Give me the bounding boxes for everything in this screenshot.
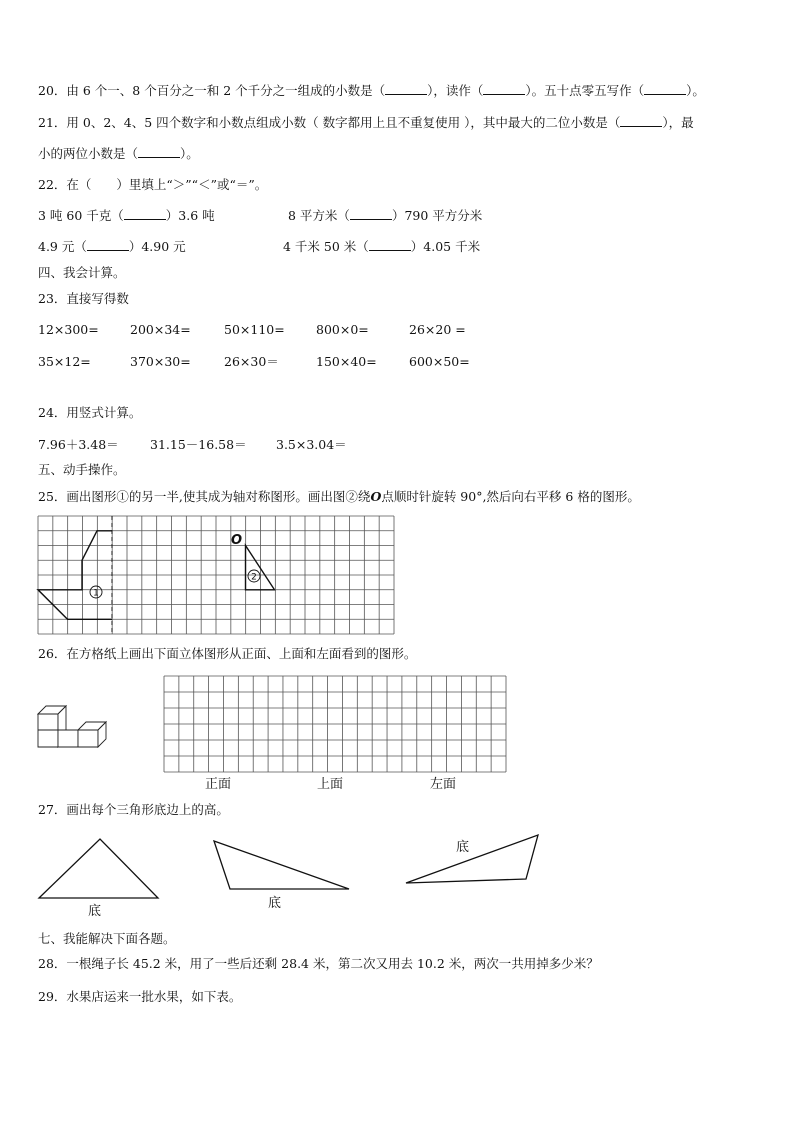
q22-item-left: 8 平方米（ bbox=[288, 208, 350, 223]
answer-blank[interactable] bbox=[369, 239, 411, 251]
calc-item: 370×30= bbox=[130, 354, 191, 369]
q22-item-right: ）4.90 元 bbox=[128, 239, 186, 254]
answer-blank[interactable] bbox=[620, 115, 662, 127]
q26-grid[interactable] bbox=[164, 676, 506, 772]
figure-1-marker-text: 1 bbox=[93, 588, 99, 599]
point-o-label: O bbox=[370, 489, 382, 504]
vertical-calc-item: 3.5×3.04＝ bbox=[276, 437, 347, 452]
q21-text-d: ）。 bbox=[180, 146, 199, 161]
base-label: 底 bbox=[88, 904, 102, 919]
question-27-title: 27．画出每个三角形底边上的高。 bbox=[38, 802, 229, 817]
question-21 bbox=[38, 115, 694, 131]
figure-2-label: ② bbox=[345, 489, 358, 504]
q25-text-d: 点顺时针旋转 90°,然后向右平移 6 格的图形。 bbox=[381, 489, 640, 504]
answer-blank[interactable] bbox=[385, 83, 427, 95]
question-24-title: 24．用竖式计算。 bbox=[38, 405, 142, 420]
view-label-top: 上面 bbox=[317, 777, 344, 792]
q20-text-a: 20．由 6 个一、8 个百分之一和 2 个千分之一组成的小数是（ bbox=[38, 83, 386, 98]
q22-item-3 bbox=[38, 239, 186, 255]
q21-text-a: 21．用 0、2、4、5 四个数字和小数点组成小数（ 数字都用上且不重复使用 ），其中最大的二位小数是（ bbox=[38, 115, 621, 130]
question-25-title bbox=[38, 489, 640, 505]
section-4-heading: 四、我会计算。 bbox=[38, 265, 126, 280]
answer-blank[interactable] bbox=[138, 146, 180, 158]
q22-item-4 bbox=[283, 239, 480, 255]
cube-figure bbox=[38, 702, 108, 747]
q25-grid[interactable] bbox=[38, 516, 394, 634]
answer-blank[interactable] bbox=[87, 239, 129, 251]
q20-text-d: ）。 bbox=[686, 83, 705, 98]
question-23-title: 23．直接写得数 bbox=[38, 291, 129, 306]
calc-item: 150×40= bbox=[316, 354, 377, 369]
q22-item-left: 3 吨 60 千克（ bbox=[38, 208, 124, 223]
calc-item: 600×50= bbox=[409, 354, 470, 369]
triangle-2[interactable] bbox=[212, 839, 352, 891]
vertical-calc-item: 7.96＋3.48＝ bbox=[38, 437, 119, 452]
q20-text-c: ）。五十点零五写作（ bbox=[525, 83, 645, 98]
answer-blank[interactable] bbox=[350, 208, 392, 220]
answer-blank[interactable] bbox=[483, 83, 525, 95]
q25-text-a: 25．画出图形 bbox=[38, 489, 117, 504]
question-22-title: 22．在（ ）里填上“＞”“＜”或“＝”。 bbox=[38, 177, 268, 192]
question-26-title: 26．在方格纸上画出下面立体图形从正面、上面和左面看到的图形。 bbox=[38, 646, 417, 661]
q22-item-right: ）790 平方分米 bbox=[391, 208, 483, 223]
question-21-cont bbox=[38, 146, 199, 162]
q22-item-2 bbox=[288, 208, 482, 224]
view-label-left: 左面 bbox=[430, 777, 457, 792]
view-label-front: 正面 bbox=[205, 777, 232, 792]
calc-item: 35×12= bbox=[38, 354, 91, 369]
q25-text-b: 的另一半,使其成为轴对称图形。画出图 bbox=[128, 489, 346, 504]
q25-text-c: 绕 bbox=[357, 489, 371, 504]
point-o: O bbox=[231, 533, 243, 548]
calc-item: 12×300= bbox=[38, 322, 99, 337]
question-29: 29．水果店运来一批水果，如下表。 bbox=[38, 989, 242, 1004]
triangle-1[interactable] bbox=[38, 838, 160, 900]
calc-item: 800×0= bbox=[316, 322, 369, 337]
calc-item: 26×20 = bbox=[409, 322, 466, 337]
question-20 bbox=[38, 83, 705, 99]
section-5-heading: 五、动手操作。 bbox=[38, 462, 126, 477]
q22-item-left: 4 千米 50 米（ bbox=[283, 239, 369, 254]
answer-blank[interactable] bbox=[644, 83, 686, 95]
calc-item: 50×110= bbox=[224, 322, 285, 337]
triangle-3[interactable] bbox=[404, 833, 540, 885]
figure-1-label: ① bbox=[116, 489, 129, 504]
q22-item-right: ）4.05 千米 bbox=[410, 239, 481, 254]
vertical-calc-item: 31.15－16.58＝ bbox=[150, 437, 247, 452]
calc-item: 200×34= bbox=[130, 322, 191, 337]
figure-2-shape bbox=[246, 546, 275, 590]
question-28: 28．一根绳子长 45.2 米，用了一些后还剩 28.4 米，第二次又用去 10.2 米，两次一共用掉多少米？ bbox=[38, 956, 599, 971]
q21-text-c: 小的两位小数是（ bbox=[38, 146, 139, 161]
section-7-heading: 七、我能解决下面各题。 bbox=[38, 931, 176, 946]
q20-text-b: ），读作（ bbox=[427, 83, 484, 98]
q21-text-b: ），最 bbox=[662, 115, 694, 130]
answer-blank[interactable] bbox=[124, 208, 166, 220]
base-label: 底 bbox=[456, 840, 470, 855]
q22-item-1 bbox=[38, 208, 215, 224]
q22-item-left: 4.9 元（ bbox=[38, 239, 87, 254]
base-label: 底 bbox=[268, 896, 282, 911]
calc-item: 26×30＝ bbox=[224, 354, 279, 369]
figure-2-marker-text: 2 bbox=[251, 572, 257, 583]
q22-item-right: ）3.6 吨 bbox=[165, 208, 215, 223]
